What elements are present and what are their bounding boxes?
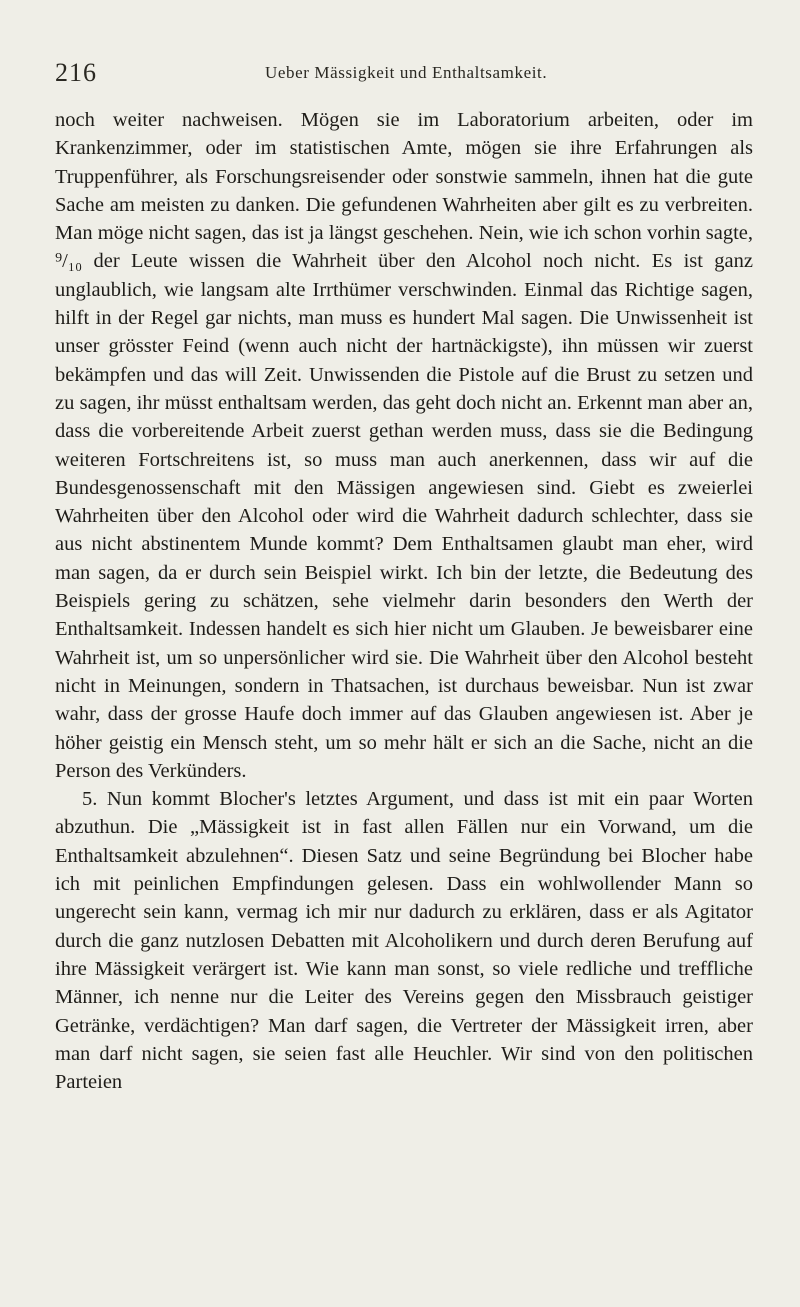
- paragraph-continuation: noch weiter nachweisen. Mögen sie im Laboratorium arbeiten, oder im Krankenzimmer, oder im statistischen Amte, mögen sie ihre Erfahrungen als Truppenführer, als Forschungsreisender oder sonstwie sammeln, ihnen hat die gute Sache am meisten zu danken. Die gefundenen Wahrheiten aber gilt es zu verbreiten. Man möge nicht sagen, das ist ja längst geschehen. Nein, wie ich schon vorhin sagte, ⁹/₁₀ der Leute wissen die Wahrheit über den Alcohol noch nicht. Es ist ganz unglaublich, wie langsam alte Irrthümer verschwinden. Einmal das Richtige sagen, hilft in der Regel gar nichts, man muss es hundert Mal sagen. Die Unwissenheit ist unser grösster Feind (wenn auch nicht der hartnäckigste), ihn müssen wir zuerst bekämpfen und das will Zeit. Unwissenden die Pistole auf die Brust zu setzen und zu sagen, ihr müsst enthaltsam werden, das geht doch nicht an. Erkennt man aber an, dass die vorbereitende Arbeit zuerst gethan werden muss, dass sie die Bedingung weiteren Fortschreitens ist, so muss man auch anerkennen, dass wir auf die Bundesgenossenschaft mit den Mässigen angewiesen sind. Giebt es zweierlei Wahrheiten über den Alcohol oder wird die Wahrheit dadurch schlechter, dass sie aus nicht abstinentem Munde kommt? Dem Enthaltsamen glaubt man eher, wird man sagen, da er durch sein Beispiel wirkt. Ich bin der letzte, die Bedeutung des Beispiels gering zu schätzen, sehe vielmehr darin besonders den Werth der Enthaltsamkeit. Indessen handelt es sich hier nicht um Glauben. Je beweisbarer eine Wahrheit ist, um so unpersönlicher wird sie. Die Wahrheit über den Alcohol besteht nicht in Meinungen, sondern in Thatsachen, ist durchaus beweisbar. Nun ist zwar wahr, dass der grosse Haufe doch immer auf das Glauben angewiesen ist. Aber je höher geistig ein Mensch steht, um so mehr hält er sich an die Sache, nicht an die Person des Verkünders.: [55, 109, 753, 782]
- paragraph-section-5: 5. Nun kommt Blocher's letztes Argument, und dass ist mit ein paar Worten abzuthun. Die „Mässigkeit ist in fast allen Fällen nur ein Vorwand, um die Enthaltsamkeit abzulehnen“. Diesen Satz und seine Begründung bei Blocher habe ich mit peinlichen Empfindungen gelesen. Dass ein wohlwollender Mann so ungerecht sein kann, vermag ich mir nur dadurch zu erklären, dass er als Agitator durch die ganz nutzlosen Debatten mit Alcoholikern und durch deren Berufung auf ihre Mässigkeit verärgert ist. Wie kann man sonst, so viele redliche und treffliche Männer, ich nenne nur die Leiter des Vereins gegen den Missbrauch geistiger Getränke, verdächtigen? Man darf sagen, die Vertreter der Mässigkeit irren, aber man darf nicht sagen, sie seien fast alle Heuchler. Wir sind von den politischen Parteien: [55, 788, 753, 1094]
- running-title: Ueber Mässigkeit und Enthaltsamkeit.: [265, 63, 548, 82]
- body-text: [55, 106, 753, 1096]
- page-number: 216: [55, 58, 97, 87]
- running-head: [55, 58, 753, 92]
